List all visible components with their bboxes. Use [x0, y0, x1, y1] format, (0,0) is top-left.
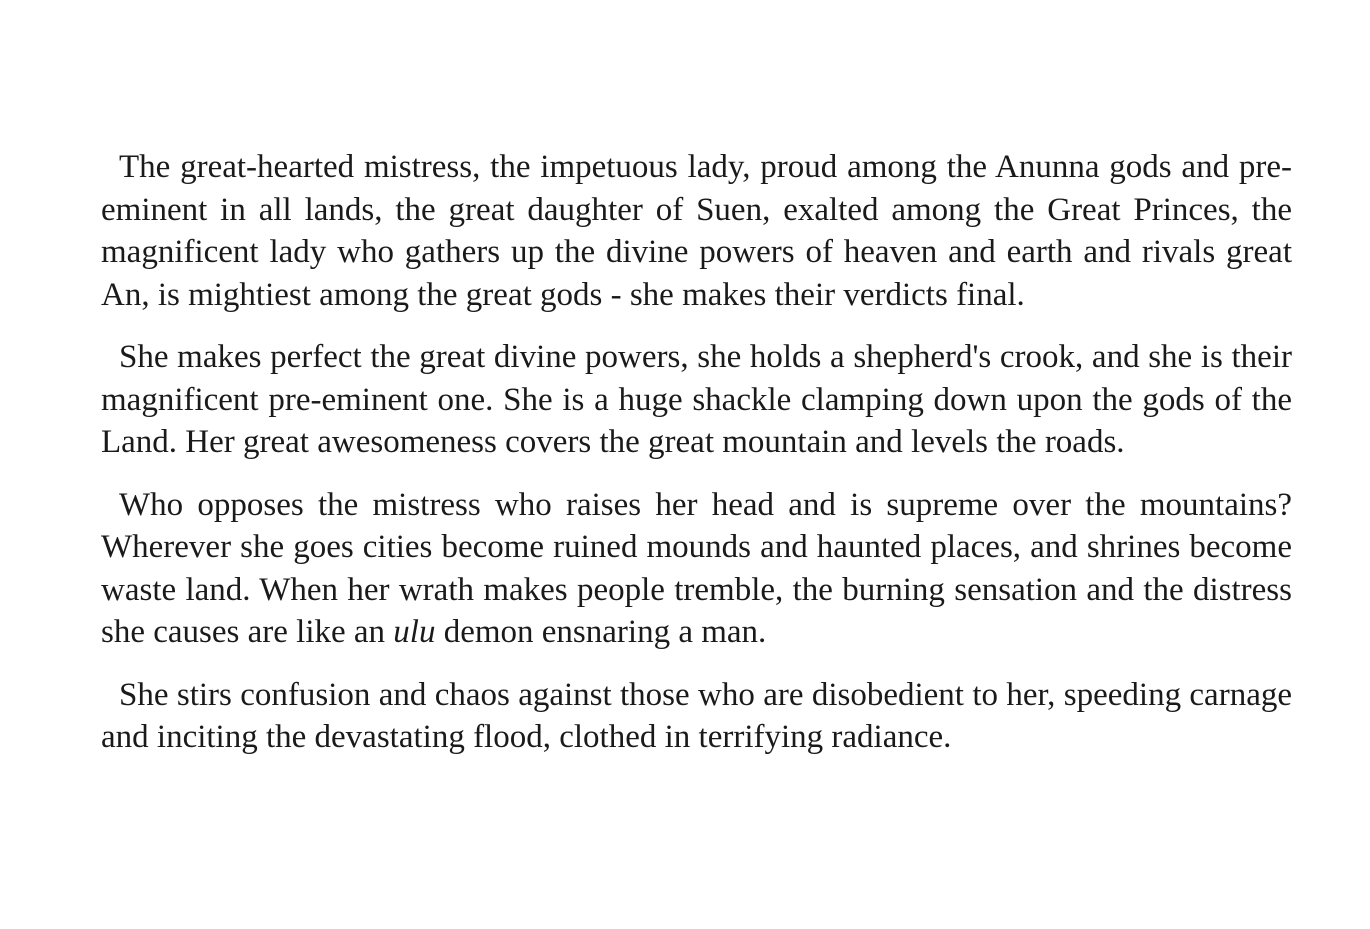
paragraph-3: [101, 484, 1292, 654]
document-body: [101, 146, 1292, 759]
paragraph-3-text-start: Who opposes the mistress who raises her head and is supreme over the mountains? Wherever she goes cities become ruined mounds and haunted places, and shrines become waste land. When her wrath makes people tremble, the burning sensation and the distress she causes are like an: [101, 486, 1292, 650]
paragraph-1: The great-hearted mistress, the impetuous lady, proud among the Anunna gods and pre-eminent in all lands, the great daughter of Suen, exalted among the Great Princes, the magnificent lady who gathers up the divine powers of heaven and earth and rivals great An, is mightiest among the great gods - she makes their verdicts final.: [101, 149, 1292, 313]
italic-term-ulu: ulu: [393, 614, 436, 650]
paragraph-2: She makes perfect the great divine powers, she holds a shepherd's crook, and she is their magnificent pre-eminent one. She is a huge shackle clamping down upon the gods of the Land. Her great awesomeness covers the great mountain and levels the roads.: [101, 339, 1292, 460]
paragraph-3-text-end: demon ensnaring a man.: [435, 614, 767, 650]
paragraph-4: She stirs confusion and chaos against those who are disobedient to her, speeding carnage and inciting the devastating flood, clothed in terrifying radiance.: [101, 676, 1292, 755]
